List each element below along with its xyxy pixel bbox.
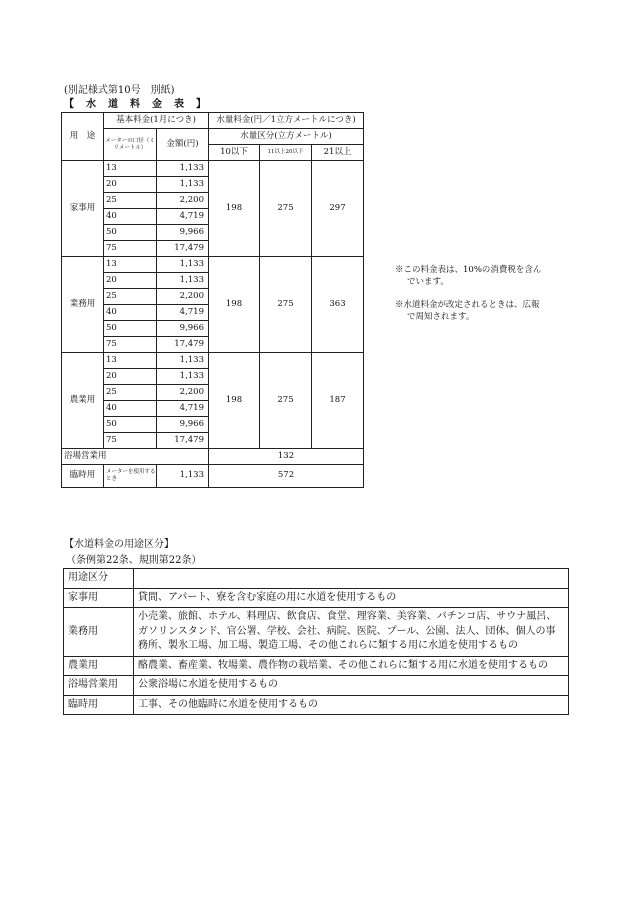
tier2-cell: 275 xyxy=(260,161,312,257)
volume-fee-header: 水量料金(円／1立方メートルにつき) xyxy=(209,113,364,129)
amount-cell: 1,133 xyxy=(157,177,209,193)
amount-cell: 2,200 xyxy=(157,289,209,305)
category-desc: 工事、その他臨時に水道を使用するもの xyxy=(134,695,569,715)
caliber-cell: 75 xyxy=(104,433,157,449)
caliber-cell: 25 xyxy=(104,385,157,401)
amount-cell: 9,966 xyxy=(157,225,209,241)
amount-cell: 1,133 xyxy=(157,369,209,385)
category-title: 【水道料金の用途区分】 xyxy=(64,539,174,550)
tier2-header: 11以上20以下 xyxy=(260,145,312,161)
caliber-cell: 50 xyxy=(104,225,157,241)
amount-cell: 17,479 xyxy=(157,337,209,353)
temp-usage-fee: 572 xyxy=(209,465,364,488)
caliber-cell: 20 xyxy=(104,369,157,385)
usage-header: 用 途 xyxy=(62,113,104,161)
basic-fee-header: 基本料金(1月につき) xyxy=(104,113,209,129)
meter-caliber-header: メーターの口径（ミリメートル） xyxy=(104,129,157,161)
amount-cell: 2,200 xyxy=(157,385,209,401)
caliber-cell: 20 xyxy=(104,177,157,193)
caliber-cell: 50 xyxy=(104,417,157,433)
category-name: 業務用 xyxy=(64,608,134,657)
caliber-cell: 20 xyxy=(104,273,157,289)
amount-cell: 1,133 xyxy=(157,273,209,289)
category-subtitle: （条例第22条、規則第22条） xyxy=(66,555,202,566)
temp-amount: 1,133 xyxy=(157,465,209,488)
amount-cell: 1,133 xyxy=(157,353,209,369)
amount-cell: 2,200 xyxy=(157,193,209,209)
tier3-cell: 363 xyxy=(312,257,364,353)
bath-usage-name: 浴場営業用 xyxy=(62,449,209,465)
tier2-cell: 275 xyxy=(260,353,312,449)
table-row xyxy=(64,608,569,657)
amount-cell: 4,719 xyxy=(157,209,209,225)
rate-table xyxy=(61,112,364,488)
caliber-cell: 40 xyxy=(104,209,157,225)
group-name: 業務用 xyxy=(62,257,104,353)
bath-usage-fee: 132 xyxy=(209,449,364,465)
form-label: (別記様式第10号 別紙) xyxy=(64,85,175,96)
category-name: 臨時用 xyxy=(64,695,134,715)
amount-cell: 17,479 xyxy=(157,433,209,449)
temp-meter-note: メーターを使用するとき xyxy=(104,465,157,488)
tier2-cell: 275 xyxy=(260,257,312,353)
caliber-cell: 40 xyxy=(104,401,157,417)
caliber-cell: 13 xyxy=(104,257,157,273)
category-desc: 公衆浴場に水道を使用するもの xyxy=(134,676,569,696)
amount-cell: 1,133 xyxy=(157,257,209,273)
table-row xyxy=(64,695,569,715)
tier1-header: 10以下 xyxy=(209,145,260,161)
amount-cell: 4,719 xyxy=(157,305,209,321)
tier3-cell: 297 xyxy=(312,161,364,257)
category-table xyxy=(63,568,569,715)
caliber-cell: 13 xyxy=(104,353,157,369)
tier3-header: 21以上 xyxy=(312,145,364,161)
table-row xyxy=(64,588,569,608)
note-line: ※水道料金が改定されるときは、広報 xyxy=(395,299,540,310)
category-name: 家事用 xyxy=(64,588,134,608)
note-line: でいます。 xyxy=(407,277,449,288)
table-title: 【 水 道 料 金 表 】 xyxy=(64,99,207,110)
category-desc: 酪農業、畜産業、牧場業、農作物の栽培業、その他これらに類する用に水道を使用するもの xyxy=(134,656,569,676)
note-tax xyxy=(395,264,580,289)
category-name: 浴場営業用 xyxy=(64,676,134,696)
category-header: 用途区分 xyxy=(64,569,134,589)
caliber-cell: 75 xyxy=(104,337,157,353)
caliber-cell: 50 xyxy=(104,321,157,337)
note-line: ※この料金表は、10%の消費税を含ん xyxy=(395,265,542,275)
amount-header: 金額(円) xyxy=(157,129,209,161)
category-name: 農業用 xyxy=(64,656,134,676)
category-desc: 貸間、アパート、寮を含む家庭の用に水道を使用するもの xyxy=(134,588,569,608)
volume-division-header: 水量区分(立方メートル) xyxy=(209,129,364,145)
caliber-cell: 13 xyxy=(104,161,157,177)
note-revision xyxy=(395,299,580,324)
temp-usage-name: 臨時用 xyxy=(62,465,104,488)
notes xyxy=(395,264,580,323)
amount-cell: 17,479 xyxy=(157,241,209,257)
table-row xyxy=(64,656,569,676)
note-line: で周知されます。 xyxy=(407,311,475,322)
caliber-cell: 40 xyxy=(104,305,157,321)
caliber-cell: 25 xyxy=(104,289,157,305)
tier1-cell: 198 xyxy=(209,161,260,257)
group-name: 家事用 xyxy=(62,161,104,257)
amount-cell: 1,133 xyxy=(157,161,209,177)
tier1-cell: 198 xyxy=(209,257,260,353)
category-desc: 小売業、旅館、ホテル、料理店、飲食店、食堂、理容業、美容業、パチンコ店、サウナ風呂、ガソリンスタンド、官公署、学校、会社、病院、医院、プール、公園、法人、団体、個人の事務所、製氷工場、加工場、製造工場、その他これらに類する用に水道を使用するもの xyxy=(134,608,569,657)
caliber-cell: 75 xyxy=(104,241,157,257)
tier3-cell: 187 xyxy=(312,353,364,449)
amount-cell: 9,966 xyxy=(157,321,209,337)
amount-cell: 9,966 xyxy=(157,417,209,433)
amount-cell: 4,719 xyxy=(157,401,209,417)
group-name: 農業用 xyxy=(62,353,104,449)
table-row xyxy=(64,676,569,696)
caliber-cell: 25 xyxy=(104,193,157,209)
tier1-cell: 198 xyxy=(209,353,260,449)
